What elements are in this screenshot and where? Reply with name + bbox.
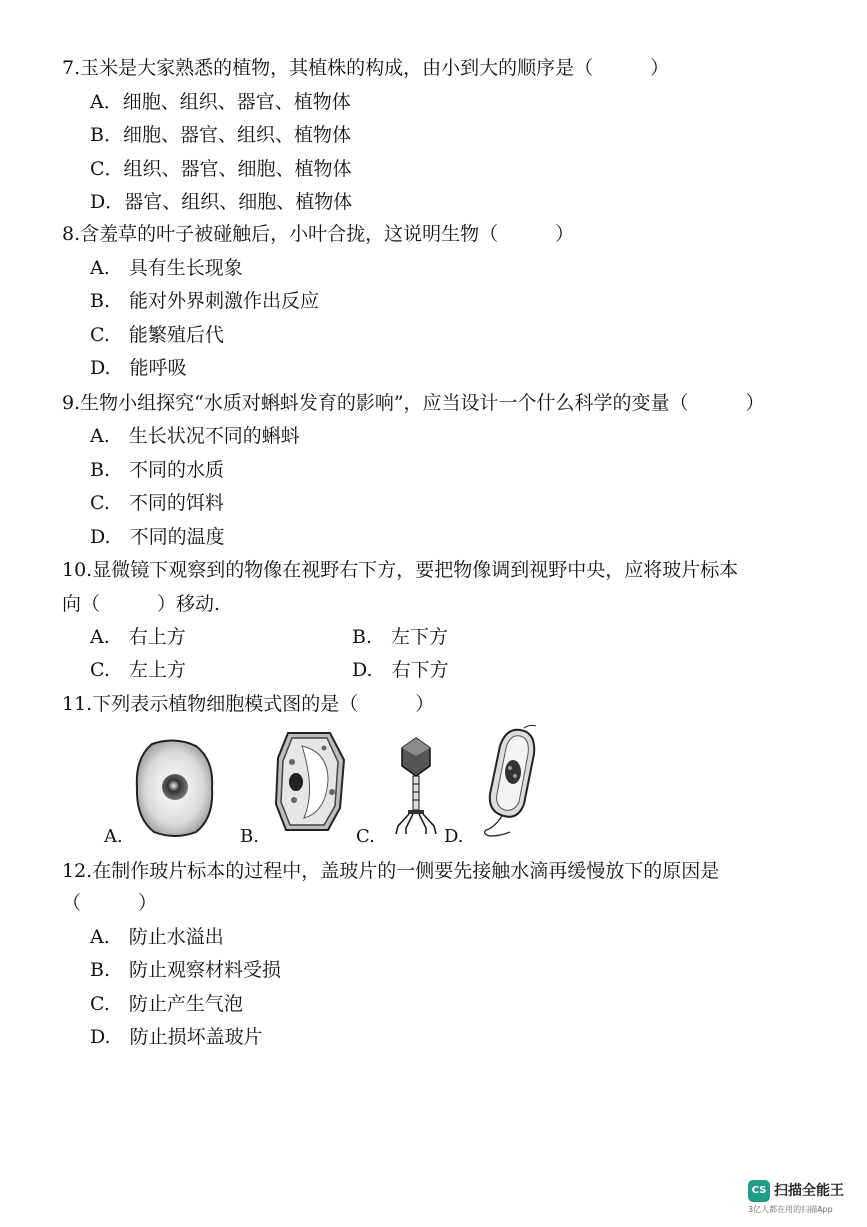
question-9-option-c: C. 不同的饵料 [90, 492, 224, 514]
question-7-option-d: D．器官、组织、细胞、植物体 [90, 191, 353, 213]
question-12-option-a: A. 防止水溢出 [90, 926, 224, 948]
question-11-stem: 11.下列表示植物细胞模式图的是（ ） [62, 693, 435, 715]
scanner-logo-icon: CS [748, 1180, 770, 1202]
question-8-stem: 8.含羞草的叶子被碰触后，小叶合拢，这说明生物（ ） [62, 223, 575, 245]
question-10-option-a: A. 右上方 [90, 626, 186, 648]
question-10-stem: 10.显微镜下观察到的物像在视野右下方，要把物像调到视野中央，应将玻片标本 [62, 559, 739, 581]
question-10-option-b: B. 左下方 [352, 626, 449, 648]
question-9-option-d: D. 不同的温度 [90, 526, 225, 548]
question-8-option-b: B. 能对外界刺激作出反应 [90, 290, 320, 312]
question-12-stem-cont: （ ） [62, 892, 158, 914]
question-10-option-d: D. 右下方 [352, 659, 449, 681]
question-7-stem: 7.玉米是大家熟悉的植物，其植株的构成，由小到大的顺序是（ ） [62, 57, 670, 79]
question-9-option-a: A. 生长状况不同的蝌蚪 [90, 425, 300, 447]
question-8-option-a: A. 具有生长现象 [90, 257, 243, 279]
question-10-stem-cont: 向（ ）移动. [62, 593, 221, 615]
question-12-option-c: C. 防止产生气泡 [90, 993, 243, 1015]
question-9-option-b: B. 不同的水质 [90, 459, 225, 481]
scanner-brand-name: 扫描全能王 [774, 1183, 844, 1199]
plant-cell-figure [272, 730, 348, 834]
bacterium-figure [480, 724, 540, 840]
question-9-stem: 9.生物小组探究“水质对蝌蚪发育的影响”，应当设计一个什么科学的变量（ ） [62, 392, 765, 414]
question-10-option-c: C. 左上方 [90, 659, 186, 681]
question-7-option-b: B．细胞、器官、组织、植物体 [90, 124, 351, 146]
question-8-option-d: D. 能呼吸 [90, 357, 187, 379]
animal-cell-figure [132, 738, 218, 838]
question-12-option-b: B. 防止观察材料受损 [90, 959, 282, 981]
scanner-tagline: 3亿人都在用的扫描App [748, 1205, 833, 1214]
figure-label-d: D. [444, 826, 464, 847]
virus-figure [394, 736, 438, 836]
figure-label-b: B. [240, 826, 259, 847]
question-8-option-c: C. 能繁殖后代 [90, 324, 224, 346]
question-7-option-a: A．细胞、组织、器官、植物体 [90, 91, 351, 113]
figure-label-a: A. [104, 826, 123, 847]
figure-label-c: C. [356, 826, 375, 847]
question-7-option-c: C．组织、器官、细胞、植物体 [90, 158, 352, 180]
question-12-option-d: D. 防止损坏盖玻片 [90, 1026, 263, 1048]
question-12-stem: 12.在制作玻片标本的过程中，盖玻片的一侧要先接触水滴再缓慢放下的原因是 [62, 860, 720, 882]
